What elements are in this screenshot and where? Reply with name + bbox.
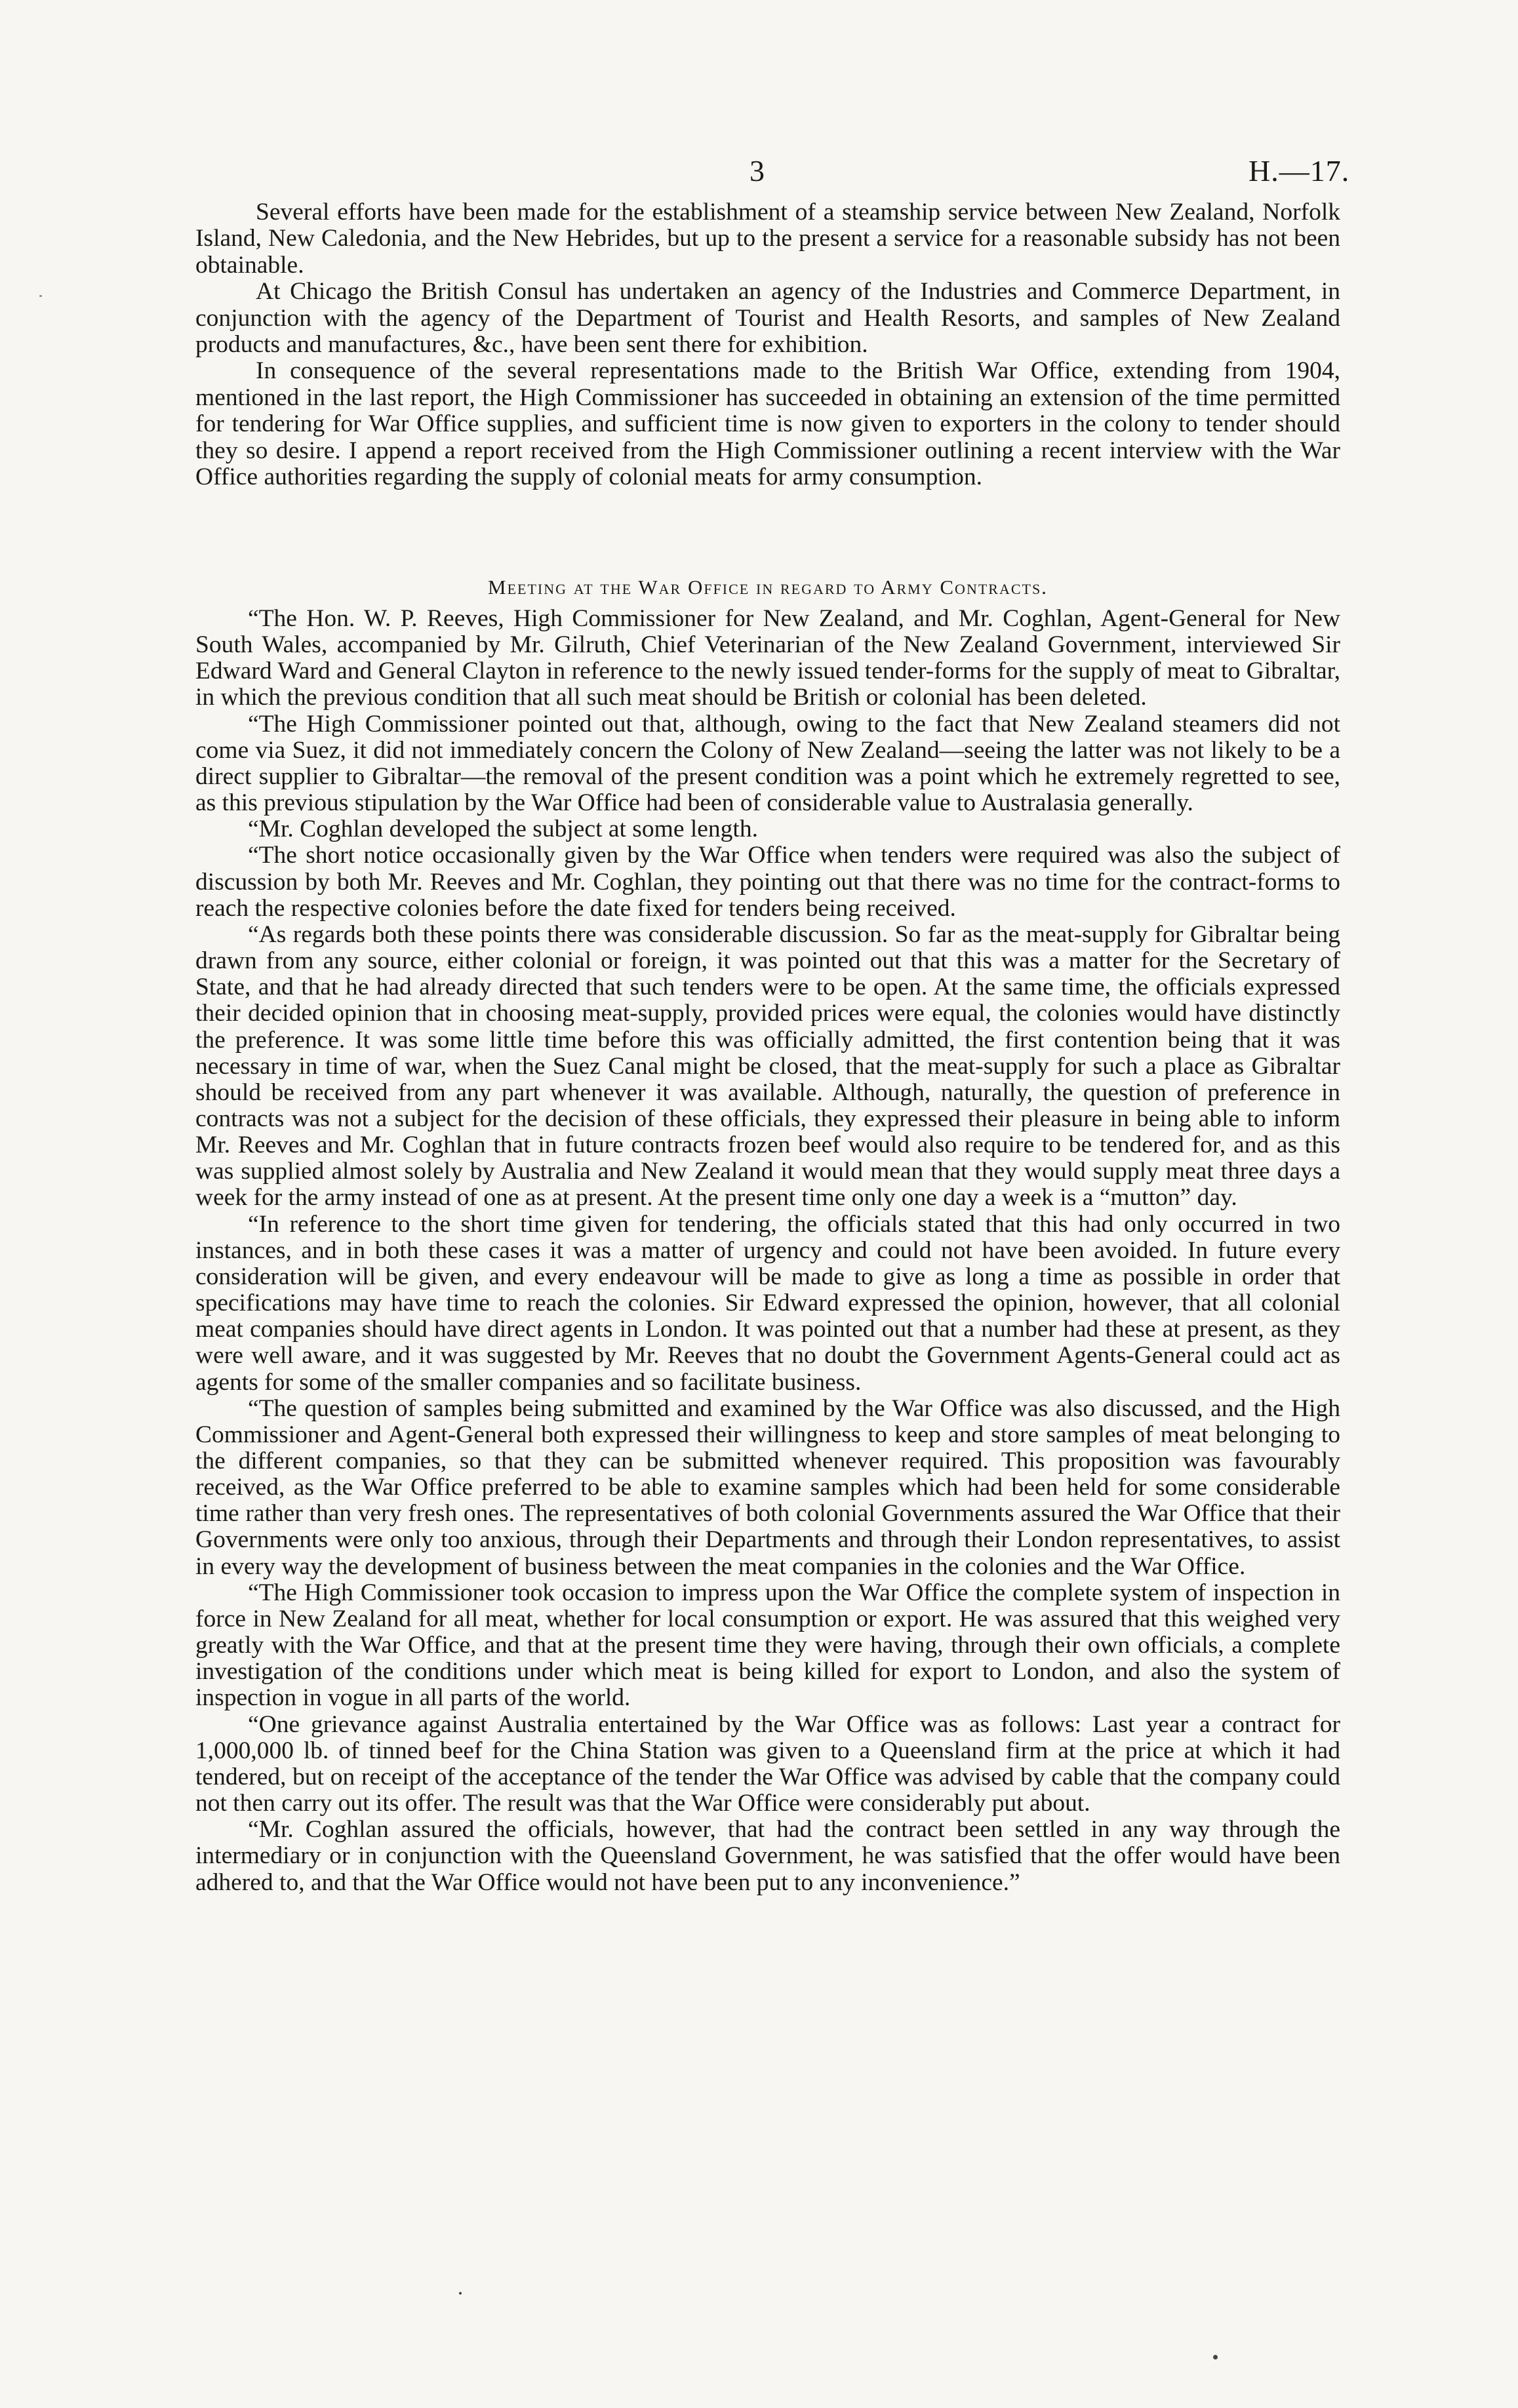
scan-speck xyxy=(39,295,42,297)
paragraph: “The short notice occasionally given by the War Office when tenders were required was also the subject of discussion by both Mr. Reeves and Mr. Coghlan, they pointing out that there was no time for the contract-forms to reach the respective colonies before the date fixed for tenders being received. xyxy=(195,842,1340,922)
paragraph: “One grievance against Australia entertained by the War Office was as follows: Last year a contract for 1,000,000 lb. of tinned beef for the China Station was given to a Queensland firm at the price at which it had tendered, but on receipt of the acceptance of the tender the War Office was advised by cable that the company could not then carry out its offer. The result was that the War Office were considerably put about. xyxy=(195,1710,1340,1817)
document-reference: H.—17. xyxy=(1248,154,1350,188)
paragraph: “The question of samples being submitted and examined by the War Office was also discussed, and the High Commissioner and Agent-General both expressed their willingness to keep and store samples of meat belonging to the different companies, so that they can be submitted whenever required. This proposition was favourably received, as the War Office preferred to be able to examine samples which had been held for some considerable time rather than very fresh ones. The representatives of both colonial Governments assured the War Office that their Governments were only too anxious, through their Departments and through their London representatives, to assist in every way the development of business between the meat companies in the colonies and the War Office. xyxy=(195,1394,1340,1580)
paragraph: “Mr. Coghlan assured the officials, however, that had the contract been settled in any way through the intermediary or in conjunction with the Queensland Government, he was satisfied that the offer would have been adhered to, and that the War Office would not have been put to any inconvenience.” xyxy=(195,1816,1340,1896)
page-number: 3 xyxy=(749,154,765,188)
report-section xyxy=(195,606,1340,1896)
intro-section xyxy=(195,199,1340,490)
paragraph: Several efforts have been made for the establishment of a steamship service between New Zealand, Norfolk Island, New Caledonia, and the New Hebrides, but up to the present a service for a reasonable subsidy has not been obtainable. xyxy=(195,199,1340,279)
scan-speck xyxy=(1213,2355,1218,2359)
section-heading: Meeting at the War Office in regard to Army Contracts. xyxy=(488,576,1048,599)
paragraph: “In reference to the short time given for tendering, the officials stated that this had only occurred in two instances, and in both these cases it was a matter of urgency and could not have been avoided. In future every consideration will be given, and every endeavour will be made to give as long a time as possible in order that specifications may have time to reach the colonies. Sir Edward expressed the opinion, however, that all colonial meat companies should have direct agents in London. It was pointed out that a number had these at present, as they were well aware, and it was suggested by Mr. Reeves that no doubt the Government Agents-General could act as agents for some of the smaller companies and so facilitate business. xyxy=(195,1210,1340,1396)
paragraph: “As regards both these points there was considerable discussion. So far as the meat-supply for Gibraltar being drawn from any source, either colonial or foreign, it was pointed out that this was a matter for the Secretary of State, and that he had already directed that such tenders were to be open. At the same time, the officials expressed their decided opinion that in choosing meat-supply, provided prices were equal, the colonies would have distinctly the preference. It was some little time before this was officially admitted, the first contention being that it was necessary in time of war, when the Suez Canal might be closed, that the meat-supply for such a place as Gibraltar should be received from any part whenever it was available. Although, naturally, the question of preference in contracts was not a subject for the decision of these officials, they expressed their pleasure in being able to inform Mr. Reeves and Mr. Coghlan that in future contracts frozen beef would also require to be tendered for, and as this was supplied almost solely by Australia and New Zealand it would mean that they would supply meat three days a week for the army instead of one as at present. At the present time only one day a week is a “mutton” day. xyxy=(195,920,1340,1212)
paragraph: “The High Commissioner pointed out that, although, owing to the fact that New Zealand steamers did not come via Suez, it did not immediately concern the Colony of New Zealand—seeing the latter was not likely to be a direct supplier to Gibraltar—the removal of the present condition was a point which he extremely regretted to see, as this previous stipulation by the War Office had been of considerable value to Australasia generally. xyxy=(195,710,1340,817)
paragraph: In consequence of the several representations made to the British War Office, extending from 1904, mentioned in the last report, the High Commissioner has succeeded in obtaining an extension of the time permitted for tendering for War Office supplies, and sufficient time is now given to exporters in the colony to tender should they so desire. I append a report received from the High Commissioner outlining a recent interview with the War Office authorities regarding the supply of colonial meats for army consumption. xyxy=(195,357,1340,491)
paragraph: “The Hon. W. P. Reeves, High Commissioner for New Zealand, and Mr. Coghlan, Agent-General for New South Wales, accompanied by Mr. Gilruth, Chief Veterinarian of the New Zealand Government, interviewed Sir Edward Ward and General Clayton in reference to the newly issued tender-forms for the supply of meat to Gibraltar, in which the previous condition that all such meat should be British or colonial has been deleted. xyxy=(195,605,1340,711)
paragraph: At Chicago the British Consul has undertaken an agency of the Industries and Commerce Department, in conjunction with the agency of the Department of Tourist and Health Resorts, and samples of New Zealand products and manufactures, &c., have been sent there for exhibition. xyxy=(195,278,1340,359)
paragraph: “Mr. Coghlan developed the subject at some length. xyxy=(248,816,758,843)
scan-speck xyxy=(459,2292,462,2295)
paragraph: “The High Commissioner took occasion to impress upon the War Office the complete system of inspection in force in New Zealand for all meat, whether for local consumption or export. He was assured that this weighed very greatly with the War Office, and that at the present time they were having, through their own officials, a complete investigation of the conditions under which meat is being killed for export to London, and also the system of inspection in vogue in all parts of the world. xyxy=(195,1579,1340,1712)
